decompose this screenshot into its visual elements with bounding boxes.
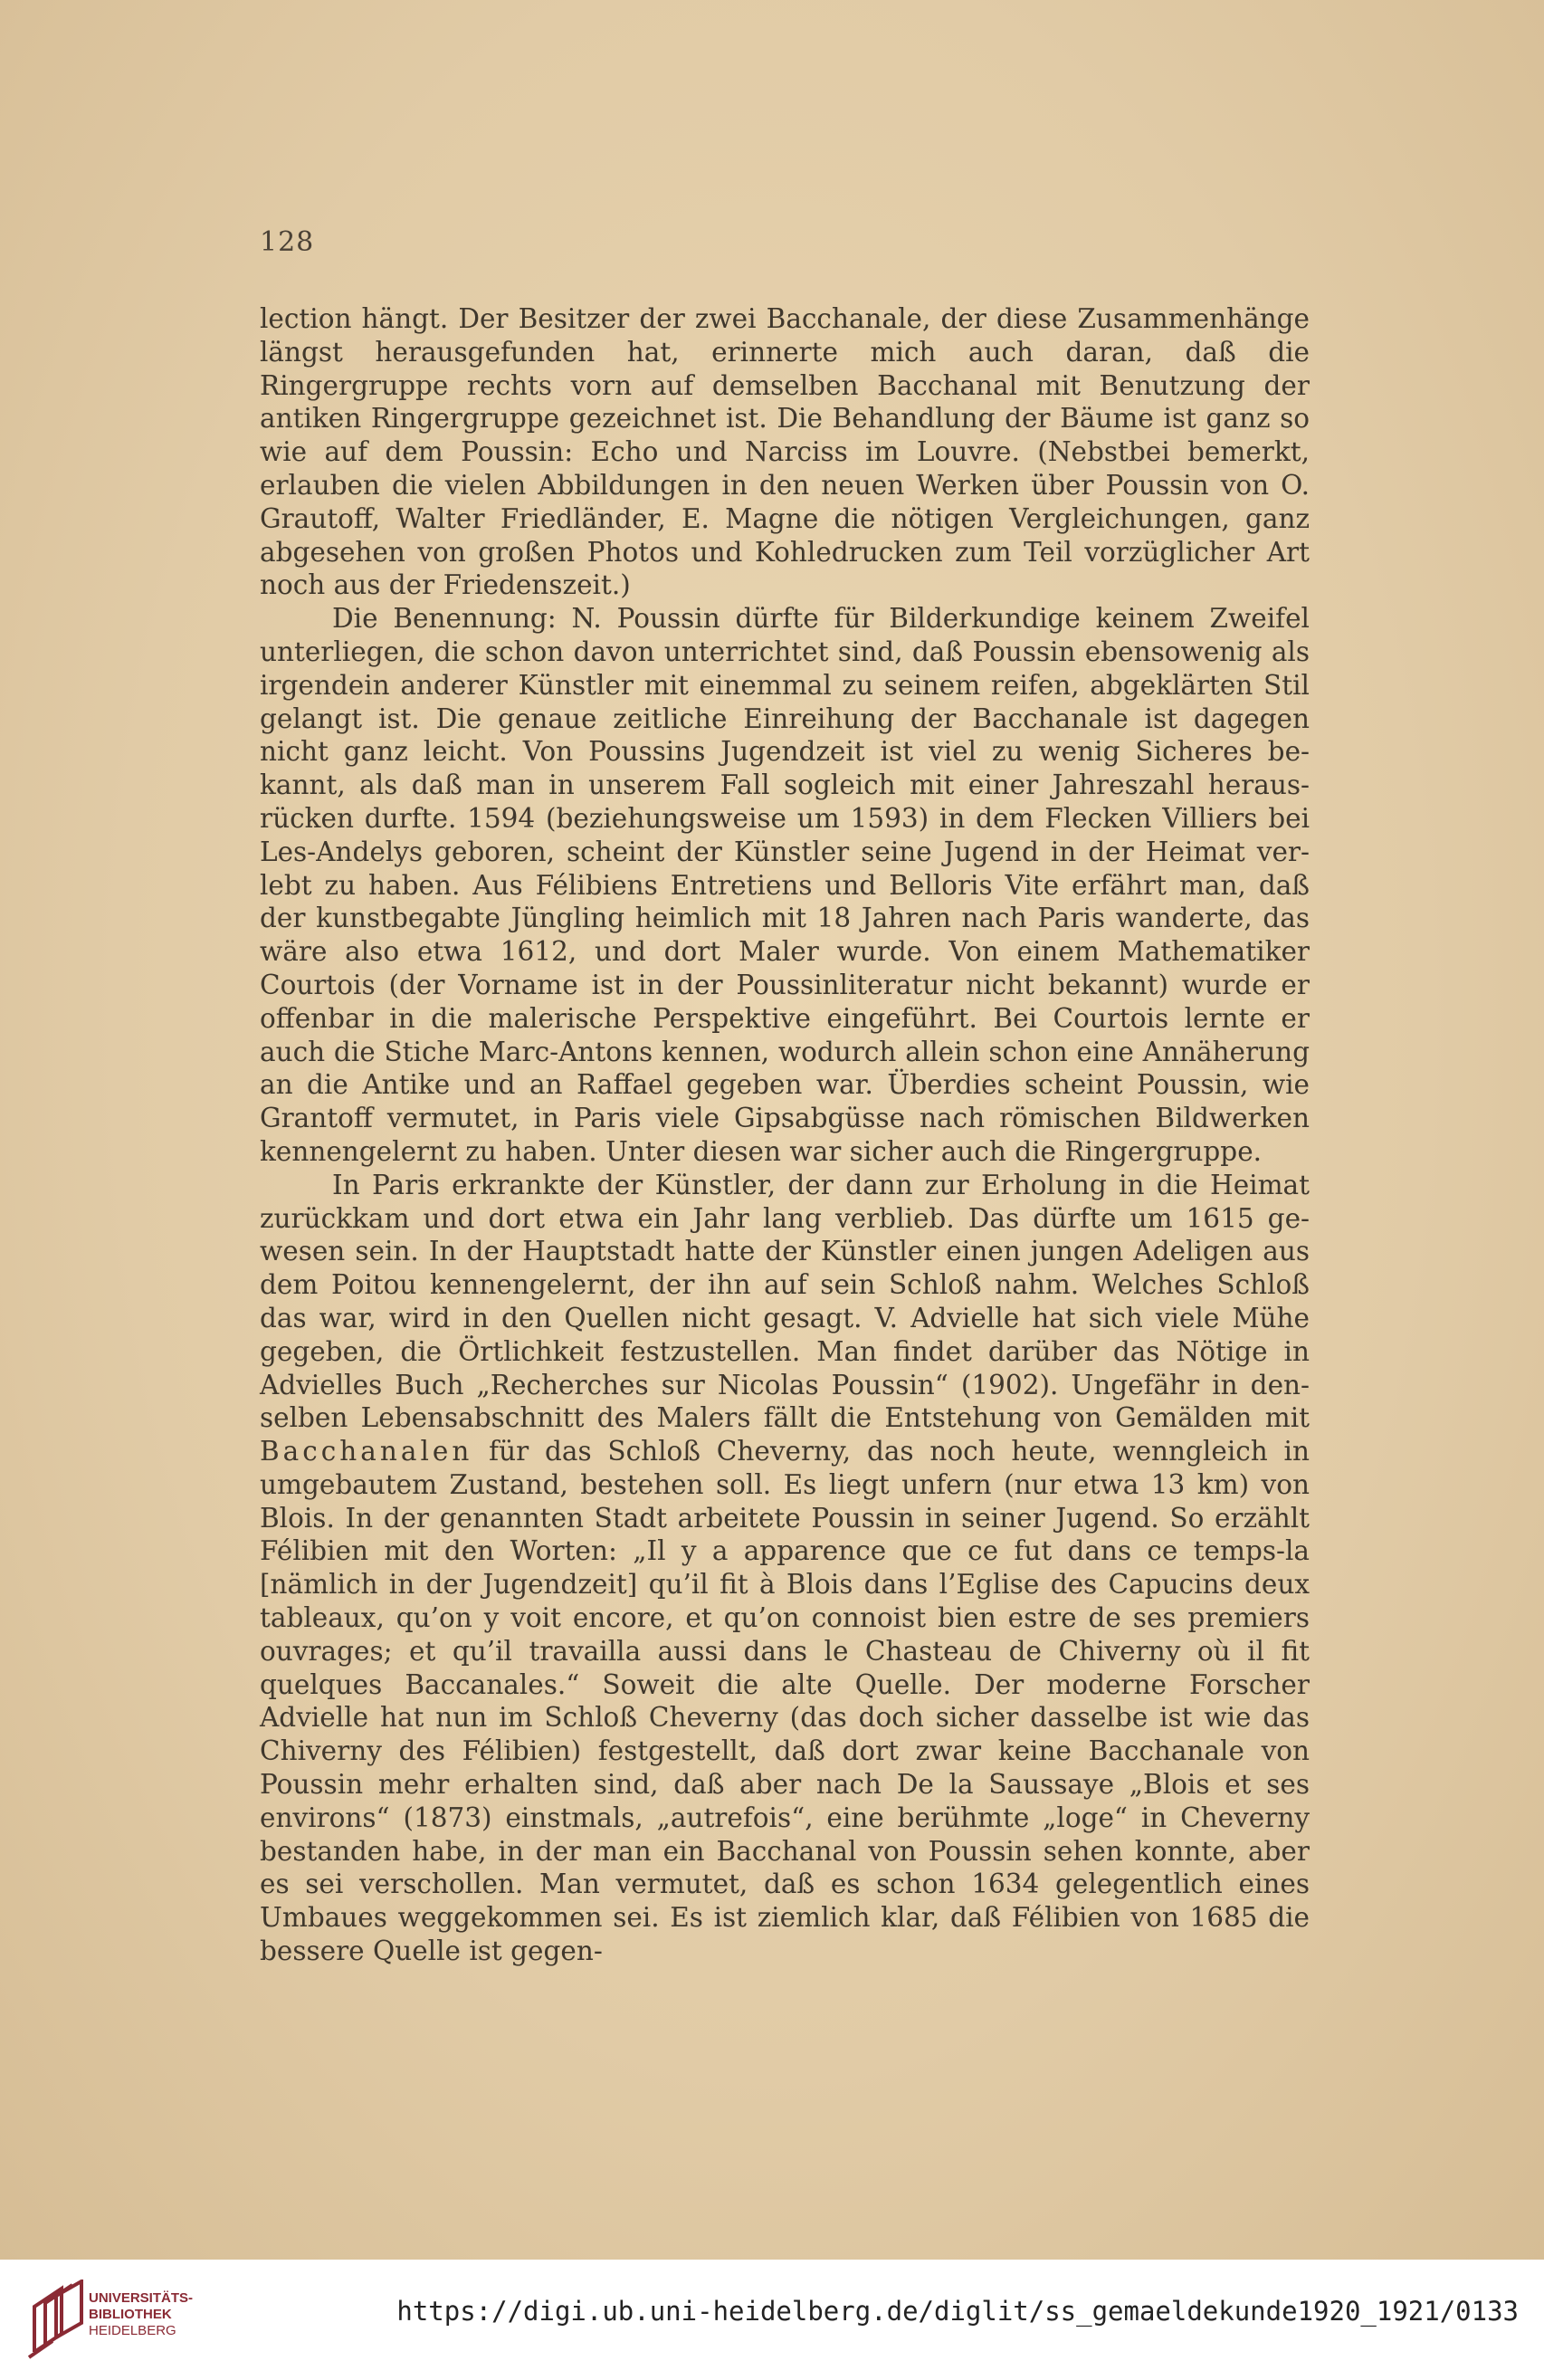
page-number: 128 (260, 226, 315, 258)
paragraph-3-start: In Paris erkrankte der Künstler, der dann zur Erholung in die Heimat zurückkam und dort etwa ein Jahr lang verblieb. Das dürfte um 1615 gewesen sein. In der Hauptstadt hatte der Künstler einen jungen Adeligen aus dem Poitou kennengelernt, der ihn auf sein Schloß nahm. Welches Schloß das war, wird in den Quellen nicht gesagt. V. Advielle hat sich viele Mühe gegeben, die Örtlichkeit festzustellen. Man findet darüber das Nötige in Advielles Buch „Recherches sur Nicolas Poussin“ (1902). Ungefähr in denselben Lebensabschnitt des Malers fällt die Entstehung von Gemälden mit (260, 1169, 1310, 1434)
paragraph-3 (260, 1169, 1310, 1968)
paragraph-1: lection hängt. Der Besitzer der zwei Bacchanale, der diese Zusammenhänge längst herausgefunden hat, erinnerte mich auch daran, daß die Ringergruppe rechts vorn auf demselben Bacchanal mit Benutzung der antiken Ringergruppe gezeichnet ist. Die Behandlung der Bäume ist ganz so wie auf dem Poussin: Echo und Narciss im Louvre. (Nebstbei bemerkt, erlauben die vielen Abbildungen in den neuen Werken über Poussin von O. Grautoff, Walter Friedländer, E. Magne die nötigen Vergleichungen, ganz abgesehen von großen Photos und Kohledrucken zum Teil vorzüglicher Art noch aus der Friedenszeit.) (260, 303, 1310, 601)
digitization-footer (0, 2260, 1544, 2380)
source-url-link[interactable]: https://digi.ub.uni-heidelberg.de/diglit/ss_gemaeldekunde1920_1921/0133 (396, 2296, 1519, 2327)
library-name-line2: BIBLIOTHEK (89, 2307, 172, 2322)
library-name-line1: UNIVERSITÄTS- (89, 2290, 194, 2306)
library-name (89, 2290, 193, 2339)
body-text (260, 302, 1310, 1968)
library-name-line3: HEIDELBERG (89, 2323, 176, 2338)
paragraph-3-rest: für das Schloß Cheverny, das noch heute, wenngleich in umgebautem Zustand, bestehen soll. Es liegt unfern (nur etwa 13 km) von Blois. In der genannten Stadt arbeitete Poussin in seiner Jugend. So erzählt Félibien mit den Worten: „Il y a apparence que ce fut dans ce temps-la [nämlich in der Jugendzeit] qu’il fit à Blois dans l’Eglise des Capucins deux tableaux, qu’on y voit encore, et qu’on connoist bien estre de ses premiers ouvrages; et qu’il travailla aussi dans le Chasteau de Chiverny où il fit quelques Baccanales.“ Soweit die alte Quelle. Der moderne Forscher Advielle hat nun im Schloß Cheverny (das doch sicher dasselbe ist wie das Chiverny des Félibien) festgestellt, daß dort zwar keine Bacchanale von Poussin mehr erhalten sind, daß aber nach De la Saussaye „Blois et ses environs“ (1873) einstmals, „autrefois“, eine berühmte „loge“ in Cheverny bestanden habe, in der man ein Bacchanal von Poussin sehen konnte, aber es sei verschollen. Man vermutet, daß es schon 1634 gelegentlich eines Umbaues weggekommen sei. Es ist ziemlich klar, daß Félibien von 1685 die bessere Quelle ist gegen- (260, 1436, 1310, 1967)
paragraph-2: Die Benennung: N. Poussin dürfte für Bilderkundige keinem Zweifel unterliegen, die schon davon unterrichtet sind, daß Poussin ebensowenig als irgendein anderer Künstler mit einemmal zu seinem reifen, abgeklärten Stil gelangt ist. Die genaue zeitliche Einreihung der Bacchanale ist dagegen nicht ganz leicht. Von Poussins Jugendzeit ist viel zu wenig Sicheres bekannt, als daß man in unserem Fall sogleich mit einer Jahreszahl herausrücken durfte. 1594 (beziehungsweise um 1593) in dem Flecken Villiers bei Les-Andelys geboren, scheint der Künstler seine Jugend in der Heimat verlebt zu haben. Aus Félibiens Entretiens und Belloris Vite erfährt man, daß der kunstbegabte Jüngling heimlich mit 18 Jahren nach Paris wanderte, das wäre also etwa 1612, und dort Maler wurde. Von einem Mathematiker Courtois (der Vorname ist in der Poussinliteratur nicht bekannt) wurde er offenbar in die malerische Perspektive eingeführt. Bei Courtois lernte er auch die Stiche Marc-Antons kennen, wodurch allein schon eine Annäherung an die Antike und an Raffael gegeben war. Überdies scheint Poussin, wie Grantoff vermutet, in Paris viele Gipsabgüsse nach römischen Bildwerken kennengelernt zu haben. Unter diesen war sicher auch die Ringergruppe. (260, 603, 1310, 1167)
library-logo-icon (25, 2280, 89, 2361)
spaced-word: Bacchanalen (260, 1436, 473, 1467)
